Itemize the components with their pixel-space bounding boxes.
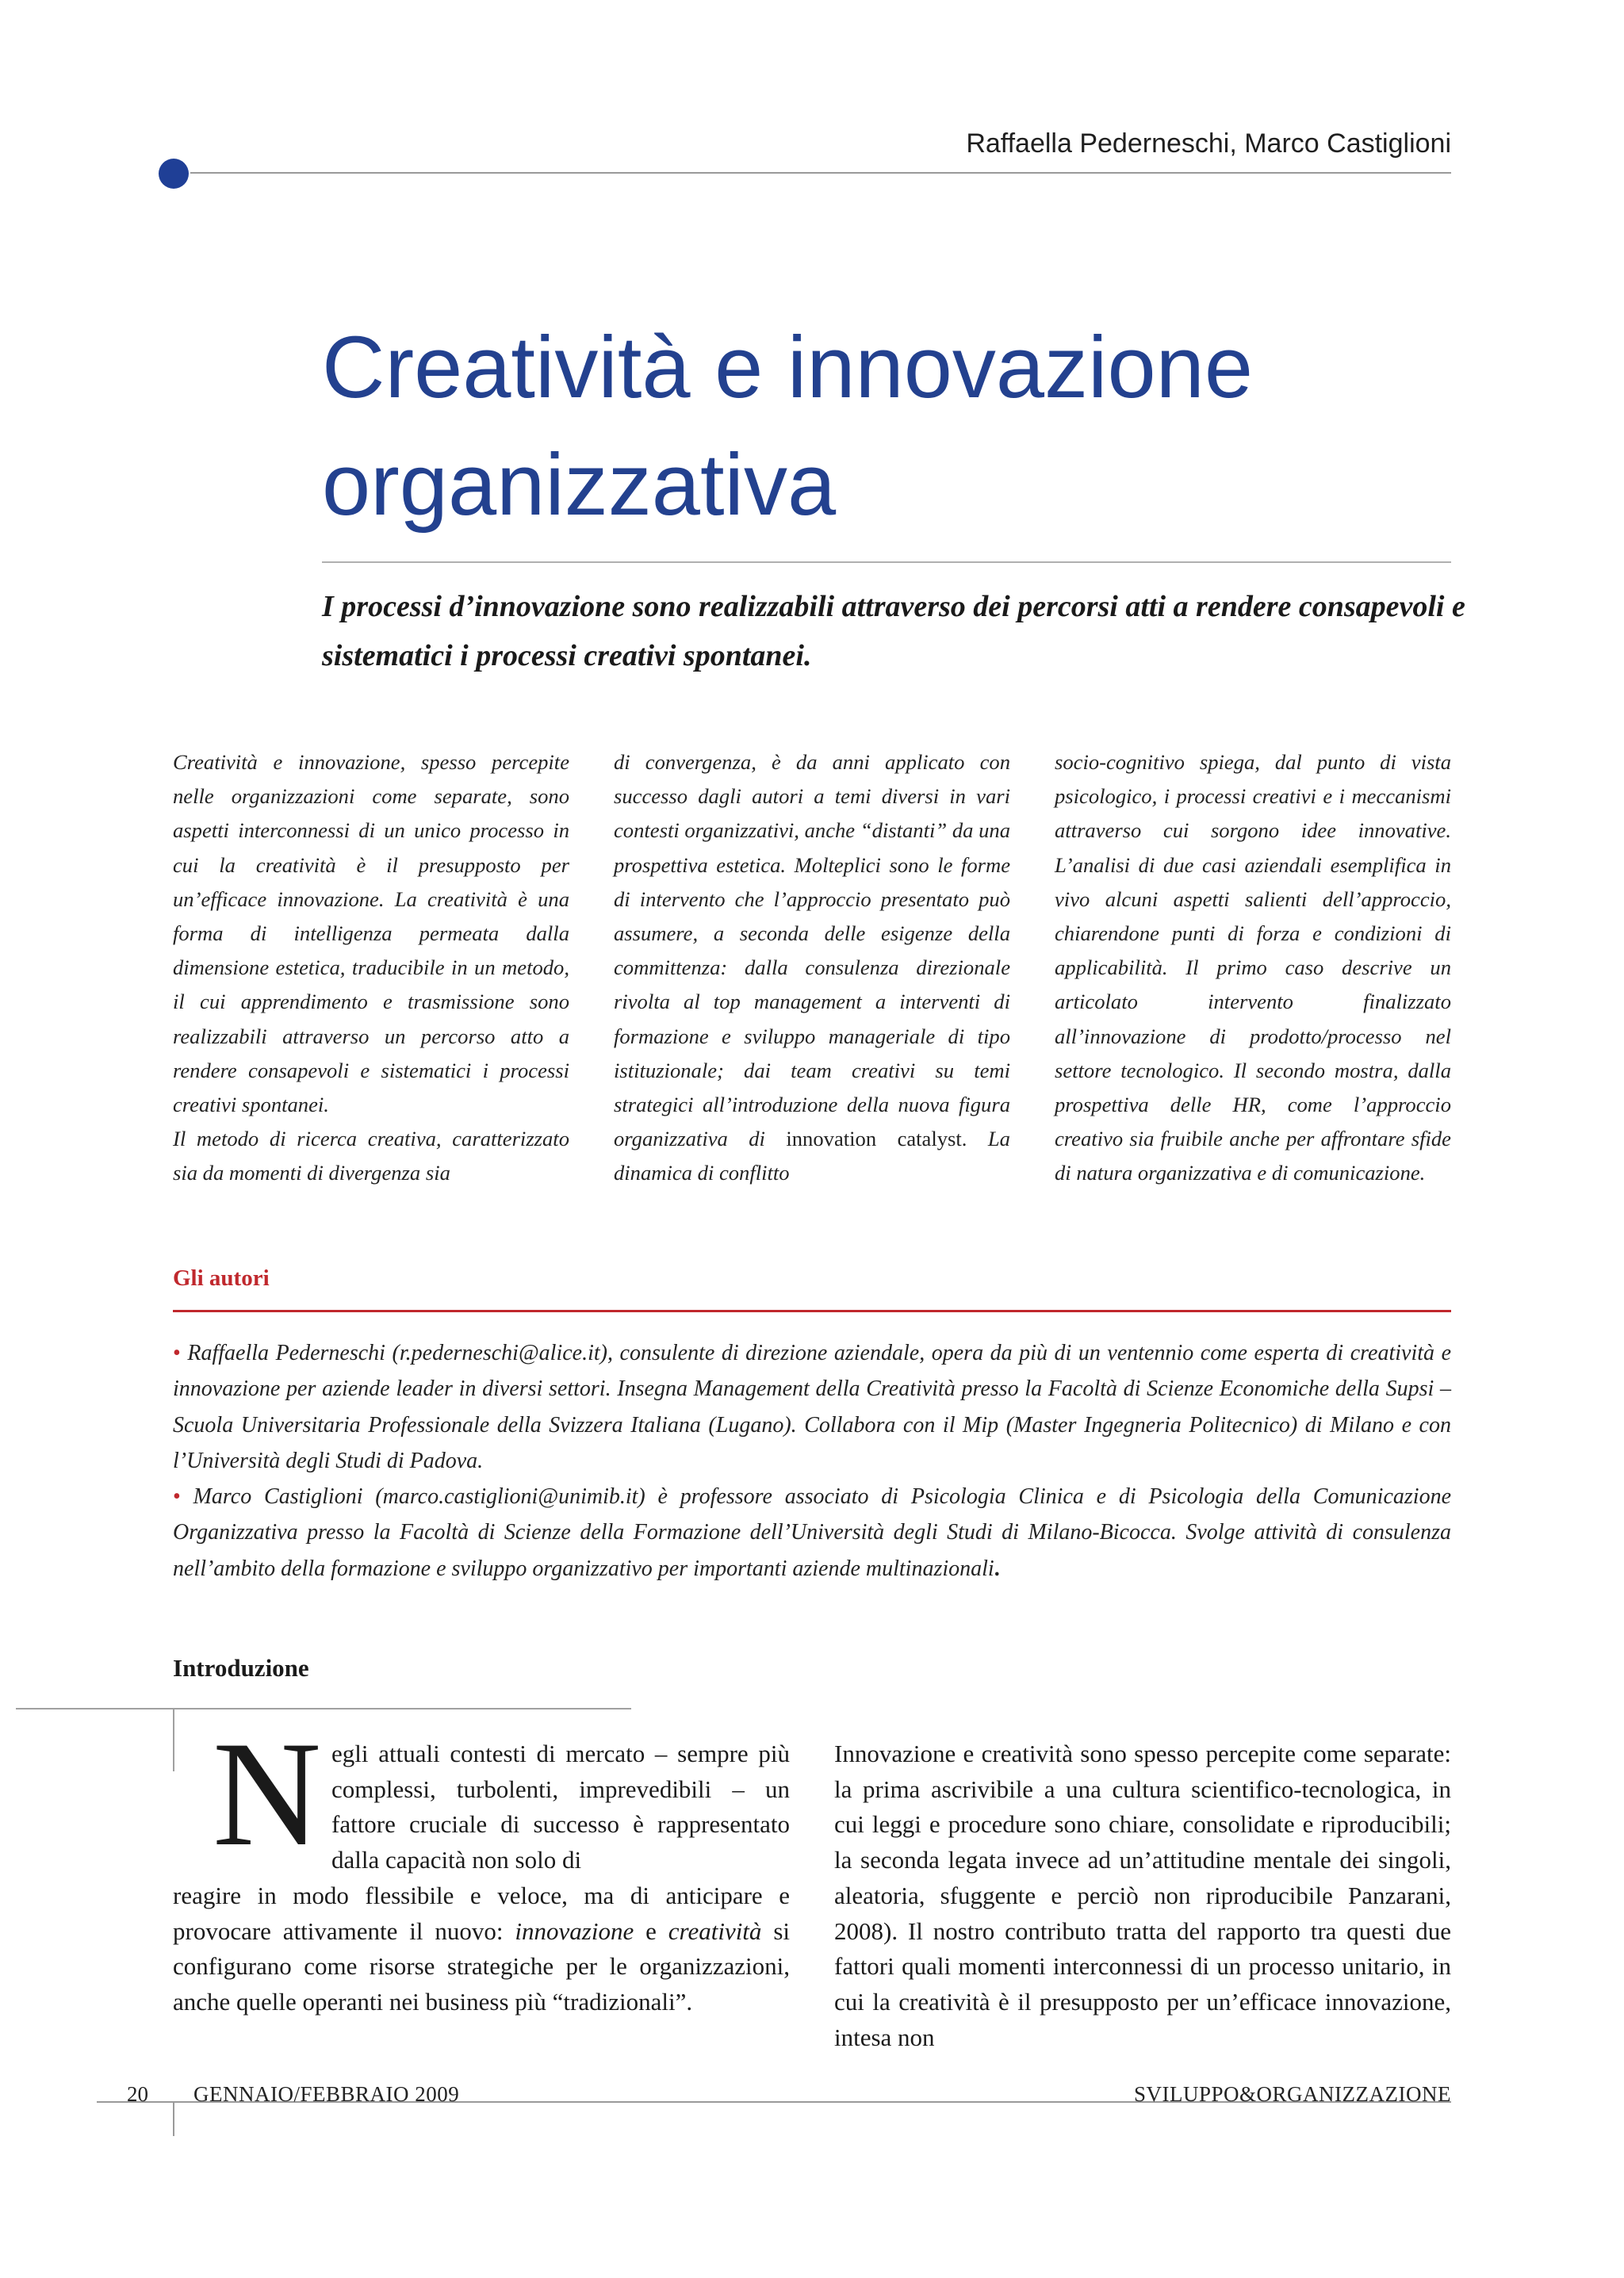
authors-bios (173, 1335, 1451, 1587)
intro-paragraph: Innovazione e creatività sono spesso percepite come separate: la prima ascrivibile a una cultura scientifico-tecnologica, in cui leggi e procedure sono chiare, consolidate e riproducibili; la seconda legata invece ad un’attitudine mentale dei singoli, aleatoria, sfuggente e perciò non riproducibile Panzarani, 2008). Il nostro contributo tratta del rapporto tra questi due fattori quali momenti interconnessi di un processo unitario, in cui la creatività è il presupposto per un’efficace innovazione, intesa non (834, 1740, 1451, 2051)
bullet-icon: • (173, 1484, 181, 1510)
authors-heading: Gli autori (173, 1265, 270, 1291)
title-divider (322, 561, 1451, 563)
intro-paragraph (173, 1878, 790, 2020)
abstract-text: La dinamica di conflitto (614, 1127, 1010, 1185)
section-heading-introduction: Introduzione (173, 1654, 309, 1682)
abstract-text: di convergenza, è da anni applicato con successo dagli autori a temi diversi in vari contesti organizzativi, anche “distanti” da una prospettiva estetica. Molteplici sono le forme di intervento che l’approccio presentato può assumere, a seconda delle esigenze della committenza: dalla consulenza direzionale rivolta al top management a interventi di formazione e sviluppo manageriale di tipo istituzionale; dai team creativi su temi strategici all’introduzione della nuova figura organizzativa di (614, 750, 1010, 1151)
journal-name: SVILUPPO&ORGANIZZAZIONE (1134, 2082, 1451, 2106)
running-header-authors: Raffaella Pederneschi, Marco Castiglioni (966, 128, 1451, 159)
page-number: 20 (127, 2082, 148, 2106)
authors-divider (173, 1310, 1451, 1312)
intro-left-column-top (331, 1736, 790, 1878)
abstract-paragraph: Il metodo di ricerca creativa, caratterizzato sia da momenti di divergenza sia (173, 1127, 569, 1185)
author-bio-text: Raffaella Pederneschi (r.pederneschi@alice.it), consulente di direzione aziendale, opera da più di un ventennio come esperta di creatività e innovazione per aziende leader in diversi settori. Insegna Management della Creatività presso la Facoltà di Scienze Economiche della Supsi – Scuola Universitaria Professionale della Svizzera Italiana (Lugano). Collabora con il Mip (Master Ingegneria Politecnico) di Milano e con l’Università degli Studi di Padova. (173, 1341, 1451, 1473)
drop-cap: N (213, 1711, 322, 1878)
abstract-column-2 (614, 745, 1010, 1191)
author-bio-end: . (994, 1556, 1000, 1581)
intro-right-column (834, 1736, 1451, 2055)
abstract-paragraph: socio-cognitivo spiega, dal punto di vista psicologico, i processi creativi e i meccanismi attraverso cui sorgono idee innovative. L’analisi di due casi aziendali esemplifica in vivo alcuni aspetti salienti dell’approccio, chiarendone punti di forza e condizioni di applicabilità. Il primo caso descrive un articolato intervento finalizzato all’innovazione di prodotto/processo nel settore tecnologico. Il secondo mostra, dalla prospettiva delle HR, come l’approccio creativo sia fruibile anche per affrontare sfide di natura organizzativa e di comunicazione. (1055, 750, 1451, 1185)
article-subtitle: I processi d’innovazione sono realizzabili attraverso dei percorsi atti a rendere consapevoli e sistematici i processi creativi spontanei. (322, 590, 1465, 672)
abstract-term: innovation catalyst. (786, 1127, 967, 1151)
author-bio (173, 1479, 1451, 1587)
article-title (322, 309, 1353, 544)
author-bio-text: Marco Castiglioni (marco.castiglioni@unimib.it) è professore associato di Psicologia Clinica e di Psicologia della Comunicazione Organizzativa presso la Facoltà di Scienze della Formazione dell’Università degli Studi di Milano-Bicocca. Svolge attività di consulenza nell’ambito della formazione e sviluppo organizzativo per importanti aziende multinazionali (173, 1484, 1451, 1581)
bullet-icon: • (173, 1341, 181, 1365)
intro-vertical-divider (173, 1708, 174, 1771)
header-divider (190, 172, 1451, 174)
intro-left-column-bottom (173, 1878, 790, 2020)
intro-text: si configurano come risorse strategiche per le organizzazioni, anche quelle operanti nei business più “tradizionali”. (173, 1916, 791, 2016)
abstract-paragraph: Creatività e innovazione, spesso percepite nelle organizzazioni come separate, sono aspetti interconnessi di un unico processo in cui la creatività è il presupposto per un’efficace innovazione. La creatività è una forma di intelligenza permeata dalla dimensione estetica, traducibile in un metodo, il cui apprendimento e trasmissione sono realizzabili attraverso un percorso atto a rendere consapevoli e sistematici i processi creativi spontanei. (173, 750, 569, 1117)
intro-divider (16, 1708, 631, 1709)
abstract-column-3 (1055, 745, 1451, 1191)
intro-text: e (645, 1916, 657, 1945)
footer-vertical-divider (173, 2101, 174, 2136)
header-dot-ornament (159, 159, 189, 189)
title-line-1: Creatività e innovazione (322, 319, 1254, 416)
title-line-2: organizzativa (322, 436, 837, 534)
abstract-paragraph (614, 745, 1010, 1191)
issue-date: GENNAIO/FEBBRAIO 2009 (193, 2082, 460, 2106)
abstract-column-1 (173, 745, 569, 1191)
intro-emphasis: innovazione (515, 1916, 634, 1945)
intro-text: reagire in modo flessibile e veloce, ma di anticipare e provocare attivamente il nuovo: (173, 1882, 790, 1945)
intro-emphasis: creatività (668, 1916, 762, 1945)
author-bio (173, 1335, 1451, 1479)
intro-text: egli attuali contesti di mercato – sempre più complessi, turbolenti, imprevedibili – un fattore cruciale di successo è rappresentato dalla capacità non solo di (331, 1740, 790, 1874)
